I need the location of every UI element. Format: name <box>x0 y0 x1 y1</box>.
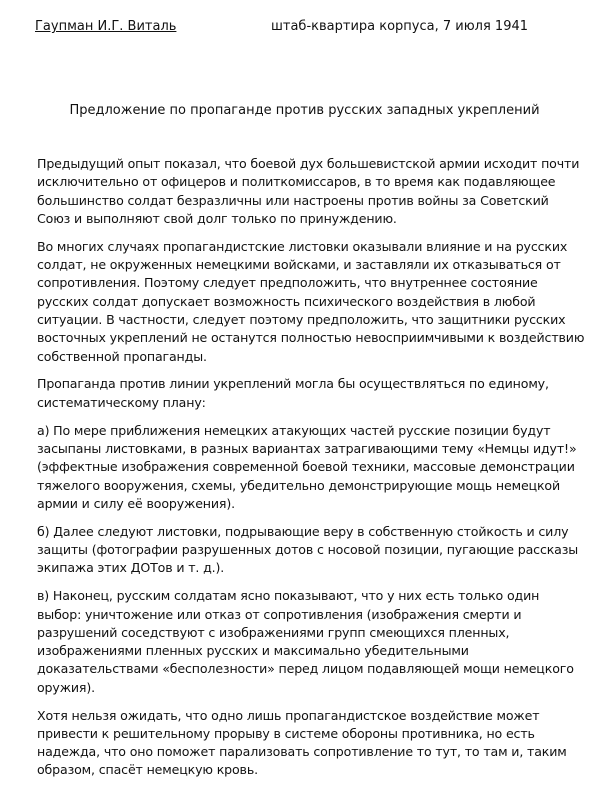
document-title: Предложение по пропаганде против русских западных укреплений <box>69 103 540 118</box>
place-date-line: штаб-квартира корпуса, 7 июля 1941 <box>271 19 529 34</box>
author-line: Гаупман И.Г. Виталь <box>35 19 177 34</box>
document-body <box>37 155 585 789</box>
paragraph-item-c: в) Наконец, русским солдатам ясно показывают, что у них есть только один выбор: уничтожение или отказ от сопротивления (изображения смерти и разрушений соседствуют с изображениями групп смеющихся пленных, изображениями пленных русских и максимально убедительными доказательствами «бесполезности» перед лицом подавляющей мощи немецкого оружия). <box>37 588 574 695</box>
paragraph-leaflets: Во многих случаях пропагандистские листовки оказывали влияние и на русских солдат, не окруженных немецкими войсками, и заставляли их отказываться от сопротивления. Поэтому следует предположить, что внутреннее состояние русских солдат допускает возможность психического воздействия в любой ситуации. В частности, следует поэтому предположить, что защитники русских восточных укреплений не останутся полностью невосприимчивыми к воздействию собственной пропаганды. <box>37 238 585 364</box>
paragraph-item-a: а) По мере приближения немецких атакующих частей русские позиции будут засыпаны листовками, в разных вариантах затрагивающими тему «Немцы идут!» (эффектные изображения современной боевой техники, массовые демонстрации тяжелого вооружения, схемы, убедительно демонстрирующие мощь немецкой армии и силу её вооружения). <box>37 422 577 511</box>
paragraph-item-b: б) Далее следуют листовки, подрывающие веру в собственную стойкость и силу защиты (фотографии разрушенных дотов с носовой позиции, пугающие рассказы экипажа этих ДОТов и т. д.). <box>37 523 579 576</box>
paragraph-intro: Предыдущий опыт показал, что боевой дух большевистской армии исходит почти исключительно от офицеров и политкомиссаров, в то время как подавляющее большинство солдат безразличны или настроены против войны за Советский Союз и выполняют свой долг только по принуждению. <box>37 156 580 226</box>
paragraph-plan: Пропаганда против линии укреплений могла бы осуществляться по единому, систематическому плану: <box>37 376 549 410</box>
paragraph-conclusion: Хотя нельзя ожидать, что одно лишь пропагандистское воздействие может привести к решительному прорыву в системе обороны противника, но есть надежда, что оно поможет парализовать сопротивление то тут, то там и, таким образом, спасёт немецкую кровь. <box>37 707 567 778</box>
